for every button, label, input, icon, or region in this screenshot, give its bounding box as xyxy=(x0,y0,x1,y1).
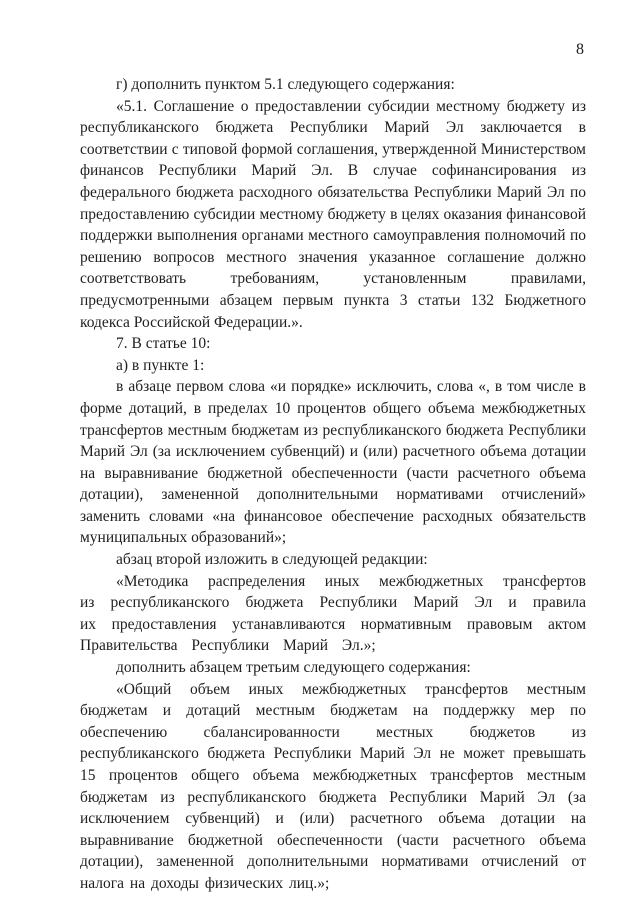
paragraph-amendment-first: в абзаце первом слова «и порядке» исключить, слова «, в том числе в форме дотаций, в пределах 10 процентов общего объема межбюджетных трансфертов местным бюджетам из республиканского бюджета Республики Марий Эл (за исключением субвенций) и (или) расчетного объема дотации на выравнивание бюджетной обеспеченности (части расчетного объема дотации), замененной дополнительными нормативами отчислений» заменить словами «на финансовое обеспечение расходных обязательств муниципальных образований»; xyxy=(80,378,586,547)
paragraph-subitem-a: а) в пункте 1: xyxy=(116,356,205,374)
paragraph-item-7: 7. В статье 10: xyxy=(116,335,211,353)
paragraph-item-g-intro: г) дополнить пунктом 5.1 следующего содержания: xyxy=(116,76,455,93)
paragraph-total-volume-quote: «Общий объем иных межбюджетных трансфертов местным бюджетам и дотаций местным бюджетам на поддержку мер по обеспечению сбалансированности местных бюджетов из республиканского бюджета Республики Марий Эл не может превышать 15 процентов общего объема межбюджетных трансфертов местным бюджетам из республиканского бюджета Республики Марий Эл (за исключением субвенций) и (или) расчетного объема дотации на выравнивание бюджетной обеспеченности (части расчетного объема дотации), замененной дополнительными нормативами отчислений от налога на доходы физических лиц.»; xyxy=(80,680,586,892)
paragraph-methodology-quote: «Методика распределения иных межбюджетных трансфертов из республиканского бюджета Республики Марий Эл и правила их предоставления устанавливаются нормативным правовым актом Правительства Республики Марий Эл.»; xyxy=(80,572,586,655)
paragraph-clause-5-1: «5.1. Соглашение о предоставлении субсидии местному бюджету из республиканского бюджета Республики Марий Эл заключается в соответствии с типовой формой соглашения, утвержденной Министерством финансов Республики Марий Эл. В случае софинансирования из федерального бюджета расходного обязательства Республики Марий Эл по предоставлению субсидии местному бюджету в целях оказания финансовой поддержки выполнения органами местного самоуправления полномочий по решению вопросов местного значения указанное соглашение должно соответствовать требованиям, установленным правилами, предусмотренными абзацем первым пункта 3 статьи 132 Бюджетного кодекса Российской Федерации.». xyxy=(80,97,586,331)
paragraph-amendment-second-intro: абзац второй изложить в следующей редакции: xyxy=(116,551,428,569)
page-number: 8 xyxy=(576,41,584,58)
document-body xyxy=(80,74,586,895)
paragraph-amendment-third-intro: дополнить абзацем третьим следующего содержания: xyxy=(116,659,471,677)
